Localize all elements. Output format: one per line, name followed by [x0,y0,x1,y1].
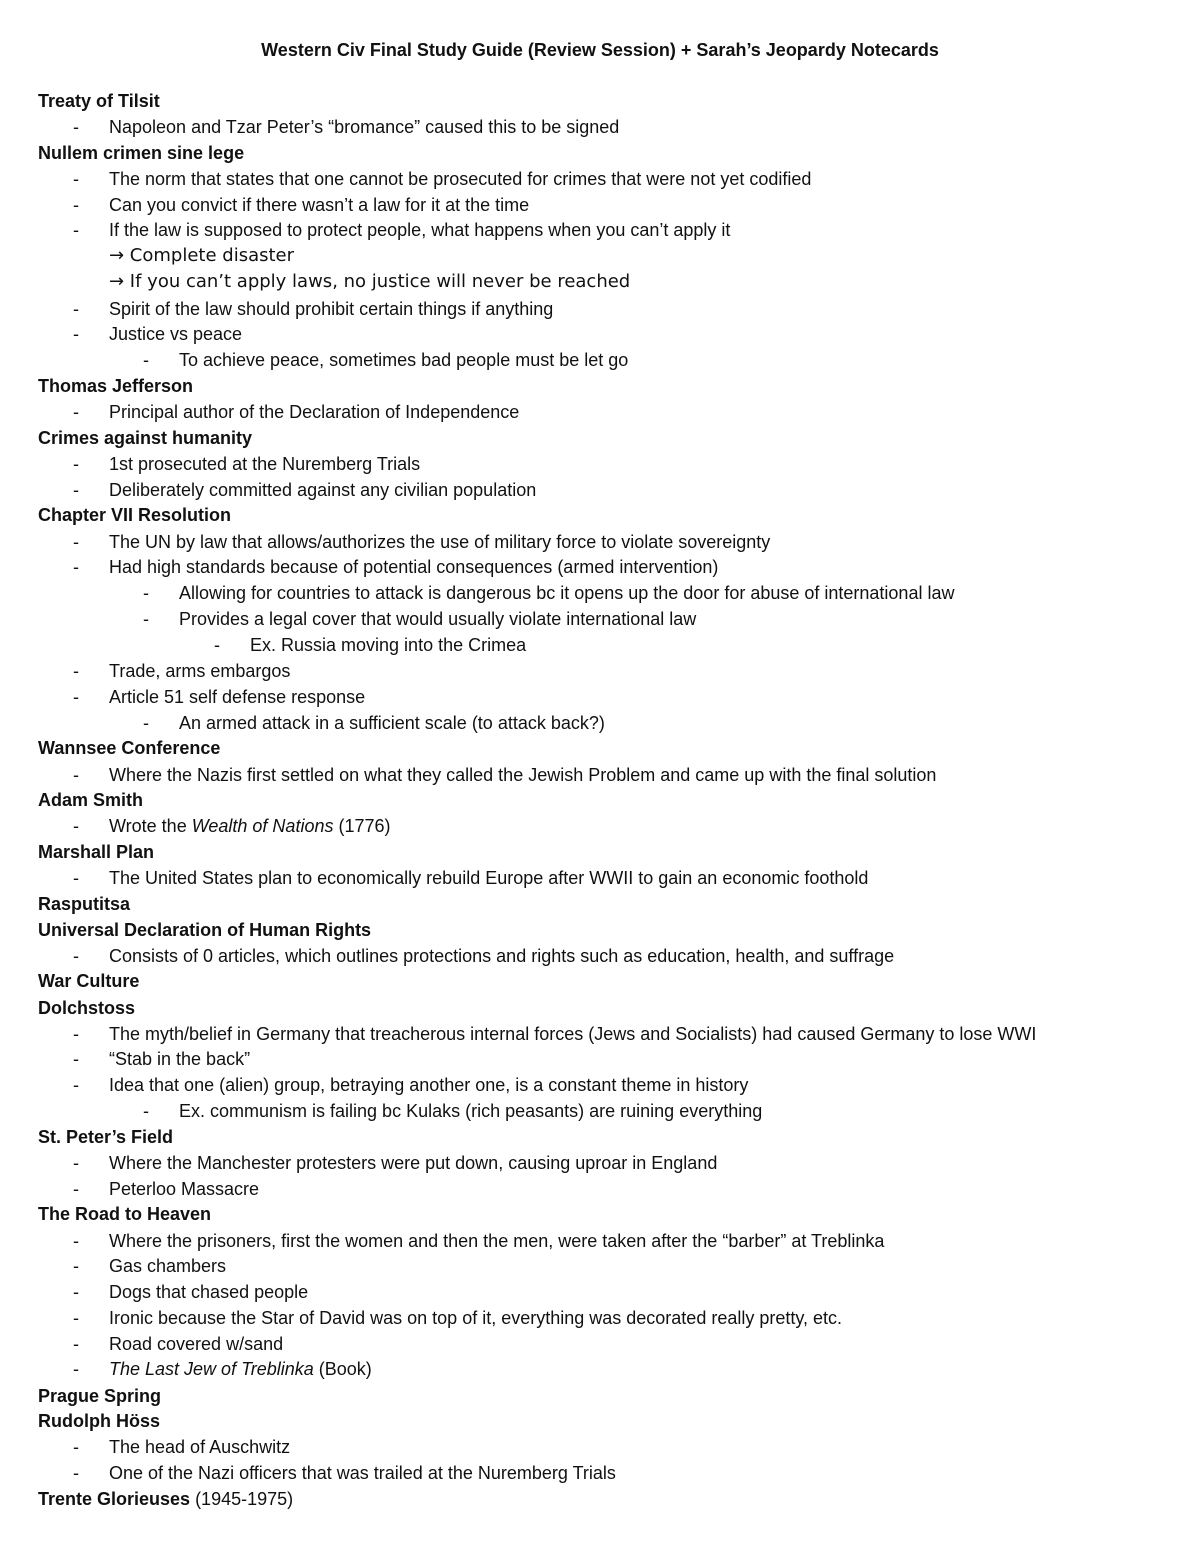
bullet-marker: - [73,1024,79,1044]
book-title: Wealth of Nations [191,816,334,836]
bullet-marker: - [73,480,79,500]
term-heading [38,1486,293,1512]
bullet-marker: - [73,1359,79,1379]
bullet-marker: - [73,687,79,707]
term-heading: Nullem crimen sine lege [38,143,245,163]
list-item-text: Dogs that chased people [109,1282,309,1302]
continuation-line: → If you can’t apply laws, no justice will never be reached [109,271,631,292]
list-item-text: Deliberately committed against any civilian population [109,480,537,500]
list-item-text: The head of Auschwitz [109,1437,291,1457]
list-item-text: Article 51 self defense response [109,687,366,707]
bullet-marker: - [73,1256,79,1276]
list-item-text: Can you convict if there wasn’t a law for it at the time [109,195,530,215]
text-segment: Wrote the [109,816,192,836]
list-item-text [109,1356,372,1382]
bullet-marker: - [73,1308,79,1328]
bullet-marker: - [143,350,149,370]
bullet-marker: - [73,1049,79,1069]
list-item-text: Ex. communism is failing bc Kulaks (rich peasants) are ruining everything [179,1101,763,1121]
text-segment: (Book) [313,1359,372,1379]
list-item-text: Spirit of the law should prohibit certain things if anything [109,299,554,319]
term-heading-text: Trente Glorieuses [38,1489,191,1509]
term-heading: Treaty of Tilsit [38,91,160,111]
bullet-marker: - [143,609,149,629]
bullet-marker: - [73,557,79,577]
bullet-marker: - [73,195,79,215]
bullet-marker: - [143,713,149,733]
bullet-marker: - [73,169,79,189]
bullet-marker: - [73,117,79,137]
term-heading: St. Peter’s Field [38,1127,174,1147]
bullet-marker: - [143,1101,149,1121]
list-item-text: Where the Nazis first settled on what they called the Jewish Problem and came up with the final solution [109,765,937,785]
list-item-text: If the law is supposed to protect people, what happens when you can’t apply it [109,220,731,240]
term-heading: Universal Declaration of Human Rights [38,920,372,940]
term-heading: Chapter VII Resolution [38,505,232,525]
term-heading: Prague Spring [38,1386,162,1406]
term-dates: (1945-1975) [190,1489,294,1509]
term-heading: Marshall Plan [38,842,155,862]
book-title: The Last Jew of Treblinka [109,1359,314,1379]
term-heading: Rudolph Höss [38,1411,160,1431]
document-title: Western Civ Final Study Guide (Review Session) + Sarah’s Jeopardy Notecards [261,40,939,60]
list-item-text: The norm that states that one cannot be prosecuted for crimes that were not yet codified [109,169,812,189]
bullet-marker: - [73,1437,79,1457]
bullet-marker: - [73,299,79,319]
list-item-text: Justice vs peace [109,324,243,344]
bullet-marker: - [73,661,79,681]
bullet-marker: - [73,1334,79,1354]
bullet-marker: - [73,1153,79,1173]
term-heading: Dolchstoss [38,998,136,1018]
bullet-marker: - [73,765,79,785]
list-item-text: Principal author of the Declaration of Independence [109,402,520,422]
bullet-marker: - [214,635,220,655]
bullet-marker: - [73,816,79,836]
term-heading: Adam Smith [38,790,144,810]
bullet-marker: - [73,402,79,422]
list-item-text: Ironic because the Star of David was on top of it, everything was decorated really pretty, etc. [109,1308,843,1328]
bullet-marker: - [73,1282,79,1302]
bullet-marker: - [73,1179,79,1199]
list-item-text: The United States plan to economically rebuild Europe after WWII to gain an economic foothold [109,868,869,888]
list-item-text: Trade, arms embargos [109,661,291,681]
list-item-text: Napoleon and Tzar Peter’s “bromance” caused this to be signed [109,117,620,137]
list-item-text: Consists of 0 articles, which outlines protections and rights such as education, health, and suffrage [109,946,895,966]
bullet-marker: - [73,1463,79,1483]
list-item-text: Where the Manchester protesters were put down, causing uproar in England [109,1153,718,1173]
bullet-marker: - [73,324,79,344]
list-item-text: The myth/belief in Germany that treacherous internal forces (Jews and Socialists) had caused Germany to lose WWI [109,1024,1037,1044]
term-heading: War Culture [38,971,140,991]
list-item-text: Gas chambers [109,1256,227,1276]
bullet-marker: - [73,532,79,552]
term-heading: The Road to Heaven [38,1204,212,1224]
list-item-text: To achieve peace, sometimes bad people must be let go [179,350,629,370]
term-heading: Crimes against humanity [38,428,253,448]
term-heading: Wannsee Conference [38,738,221,758]
list-item-text: Had high standards because of potential consequences (armed intervention) [109,557,719,577]
list-item-text: Where the prisoners, first the women and then the men, were taken after the “barber” at Treblinka [109,1231,885,1251]
text-segment: (1776) [333,816,391,836]
list-item-text: “Stab in the back” [109,1049,251,1069]
list-item-text: The UN by law that allows/authorizes the use of military force to violate sovereignty [109,532,771,552]
list-item-text: Provides a legal cover that would usually violate international law [179,609,697,629]
bullet-marker: - [143,583,149,603]
list-item-text [109,813,391,839]
list-item-text: 1st prosecuted at the Nuremberg Trials [109,454,421,474]
list-item-text: Peterloo Massacre [109,1179,260,1199]
bullet-marker: - [73,1231,79,1251]
list-item-text: Road covered w/sand [109,1334,284,1354]
list-item-text: Allowing for countries to attack is dangerous bc it opens up the door for abuse of international law [179,583,955,603]
list-item-text: Ex. Russia moving into the Crimea [250,635,527,655]
term-heading: Rasputitsa [38,894,131,914]
list-item-text: An armed attack in a sufficient scale (to attack back?) [179,713,605,733]
list-item-text: One of the Nazi officers that was trailed at the Nuremberg Trials [109,1463,616,1483]
list-item-text: Idea that one (alien) group, betraying another one, is a constant theme in history [109,1075,749,1095]
bullet-marker: - [73,454,79,474]
bullet-marker: - [73,1075,79,1095]
bullet-marker: - [73,220,79,240]
term-heading: Thomas Jefferson [38,376,194,396]
bullet-marker: - [73,946,79,966]
bullet-marker: - [73,868,79,888]
continuation-line: → Complete disaster [109,245,295,266]
